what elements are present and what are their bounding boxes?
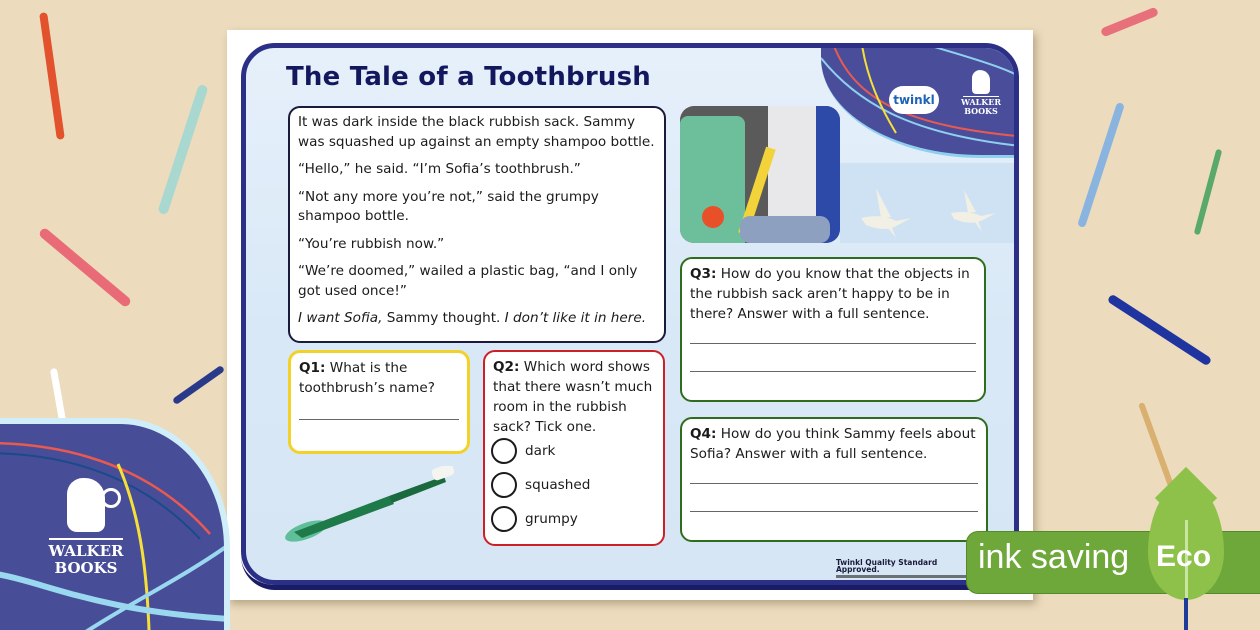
background-toothbrush-navy (1107, 294, 1213, 367)
grey-pipe (740, 216, 830, 243)
option-grumpy[interactable] (491, 506, 578, 532)
background-toothbrush-navy-left (172, 365, 225, 405)
option-squashed[interactable] (491, 472, 590, 498)
story-paragraph: “You’re rubbish now.” (298, 235, 445, 252)
background-toothbrush-blue-light (1077, 102, 1125, 228)
question-4-text: How do you think Sammy feels about Sofia? Answer with a full sentence. (690, 426, 976, 462)
worksheet-title: The Tale of a Toothbrush (286, 62, 651, 92)
bird-icon (946, 188, 1001, 233)
option-dark[interactable] (491, 438, 555, 464)
story-text-box (288, 106, 666, 343)
question-3-box (680, 257, 986, 402)
apple-carton (702, 206, 724, 228)
story-paragraph: It was dark inside the black rubbish sack. Sammy was squashed up against an empty shampoo bottle. (298, 114, 655, 150)
background-toothbrush-green (1194, 149, 1223, 236)
story-paragraph-final (298, 309, 656, 329)
option-label: dark (525, 443, 556, 459)
tick-circle-dark[interactable] (491, 438, 517, 464)
question-4-answer-line-2[interactable] (690, 511, 978, 512)
question-1-text: What is the toothbrush’s name? (299, 360, 435, 396)
question-2-box (483, 350, 665, 546)
question-4-answer-line-1[interactable] (690, 483, 978, 484)
tick-circle-grumpy[interactable] (491, 506, 517, 532)
question-3-answer-line-2[interactable] (690, 371, 976, 372)
bird-icon (856, 183, 916, 238)
bear-icon (67, 478, 105, 532)
leaf-stem-lower (1184, 598, 1188, 630)
walker-logo-line1: WALKER (960, 97, 1001, 107)
option-label: squashed (525, 477, 591, 493)
background-toothbrush-mint (157, 84, 208, 215)
copyright-fine-print (836, 575, 976, 578)
question-4-label: Q4: (690, 426, 717, 442)
background-toothbrush-pink (38, 227, 133, 309)
question-3-label: Q3: (690, 266, 717, 282)
bear-icon (972, 70, 990, 94)
rubbish-sack-illustration (680, 106, 840, 243)
approval-heading: Twinkl Quality Standard Approved. (836, 558, 938, 574)
walker-logo-line2: BOOKS (964, 106, 998, 116)
ink-saving-label: ink saving (978, 538, 1130, 576)
story-italic-thought: I don’t like it in here. (504, 310, 647, 326)
walker-books-logo-small (956, 70, 1006, 116)
twinkl-logo-text: twinkl (893, 93, 935, 107)
question-2-text: Which word shows that there wasn’t much room in the rubbish sack? Tick one. (493, 359, 653, 435)
eco-tag: Eco (1156, 540, 1212, 573)
question-2-label: Q2: (493, 359, 520, 375)
story-paragraph: “We’re doomed,” wailed a plastic bag, “and I only got used once!” (298, 263, 638, 299)
story-paragraph: “Not any more you’re not,” said the grumpy shampoo bottle. (298, 188, 599, 224)
story-italic-thought: I want Sofia, (298, 310, 383, 326)
story-paragraph: “Hello,” he said. “I’m Sofia’s toothbrush.” (298, 161, 581, 177)
walker-logo-line2: BOOKS (54, 559, 118, 577)
twinkl-logo (889, 86, 939, 114)
background-toothbrush-pink-top (1100, 7, 1159, 38)
question-1-box (288, 350, 470, 454)
option-label: grumpy (525, 511, 578, 527)
question-1-answer-line[interactable] (299, 419, 459, 420)
copyright-fine-print (836, 580, 976, 583)
question-4-box (680, 417, 988, 542)
quality-approval-note (836, 559, 976, 585)
logo-rule (49, 538, 123, 540)
worksheet-frame (241, 43, 1019, 585)
question-1-label: Q1: (299, 360, 326, 376)
question-3-text: How do you know that the objects in the rubbish sack aren’t happy to be in there? Answer with a full sentence. (690, 266, 970, 322)
background-toothbrush-orange (39, 12, 65, 140)
shampoo-bottle-character (768, 106, 816, 216)
story-plain-text: Sammy thought. (382, 310, 505, 326)
walker-books-logo-large (46, 478, 126, 577)
tick-circle-squashed[interactable] (491, 472, 517, 498)
green-toothbrush-illustration (284, 466, 464, 546)
walker-logo-line1: WALKER (48, 542, 124, 560)
worksheet-page (227, 30, 1033, 600)
question-3-answer-line-1[interactable] (690, 343, 976, 344)
